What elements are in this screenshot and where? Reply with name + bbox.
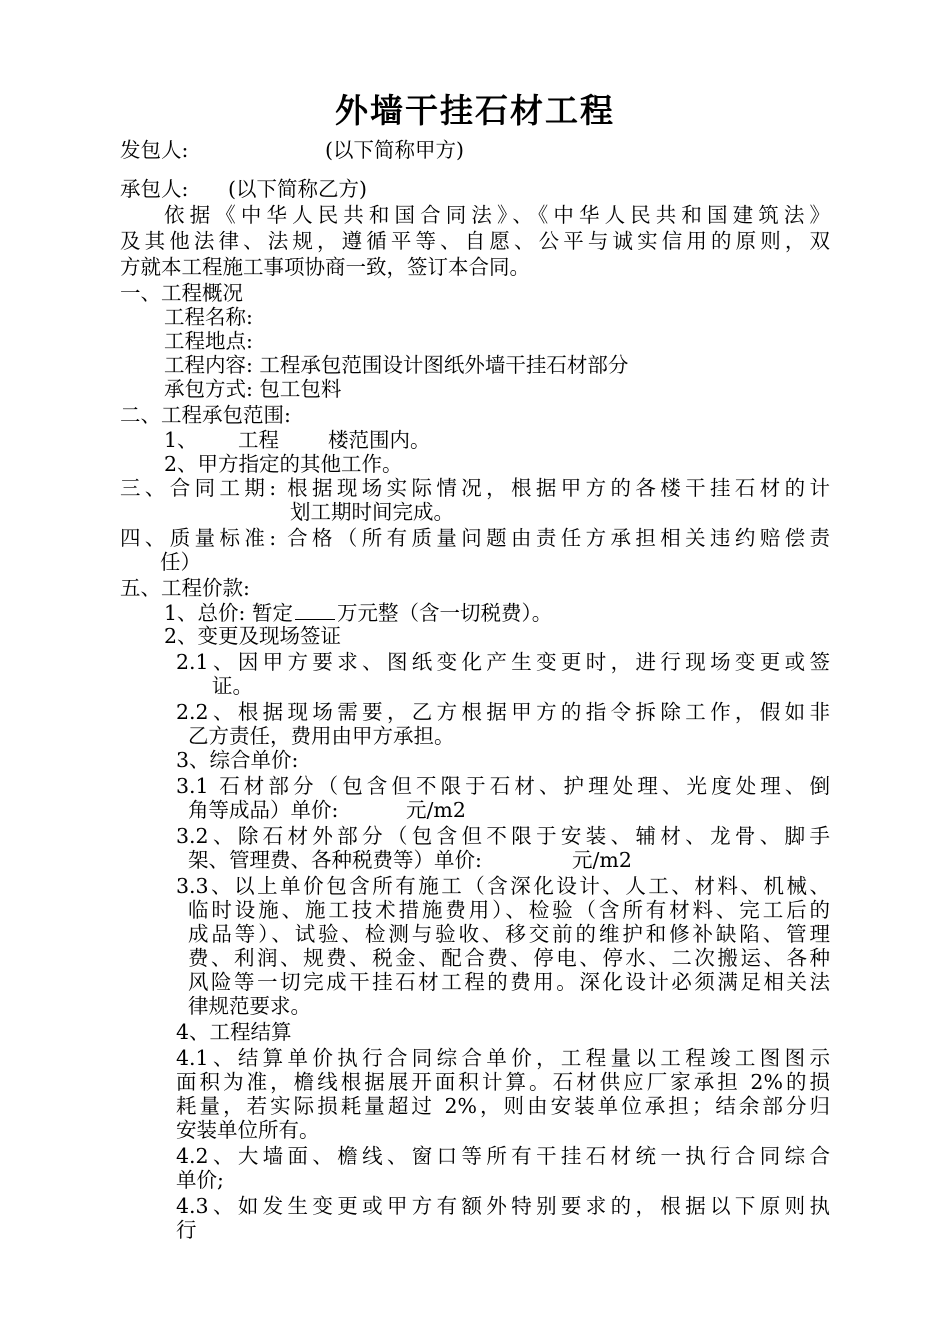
total-price-prefix: 1、总价: 暂定 <box>164 601 293 625</box>
contract-method-field: 承包方式: 包工包料 <box>164 377 342 401</box>
total-price-clause <box>164 600 552 625</box>
party-a-note: (以下简称甲方) <box>325 138 464 162</box>
scope-item: 2、甲方指定的其他工作。 <box>164 452 403 476</box>
clause-line: 费、利润、规费、税金、配合费、停电、停水、二次搬运、各种 <box>188 946 830 970</box>
clause-line: 4.3、如发生变更或甲方有额外特别要求的，根据以下原则执 <box>176 1194 830 1218</box>
quality-clause: 四、质量标准: 合格（所有质量问题由责任方承担相关违约赔偿责 <box>120 526 830 550</box>
clause-line: 临时设施、施工技术措施费用）、检验（含所有材料、完工后的 <box>188 898 830 922</box>
project-name-field: 工程名称: <box>164 305 253 329</box>
clause-line: 行 <box>176 1218 197 1242</box>
clause-line: 单价; <box>176 1168 224 1192</box>
clause-line: 风险等一切完成干挂石材工程的费用。深化设计必须满足相关法 <box>188 970 830 994</box>
clause-line: 耗量，若实际损耗量超过 2%，则由安装单位承担；结余部分归 <box>176 1094 830 1118</box>
clause-line: 律规范要求。 <box>188 994 311 1018</box>
clause-line: 2.1、因甲方要求、图纸变化产生变更时，进行现场变更或签 <box>176 650 830 674</box>
quality-clause: 任） <box>160 550 201 574</box>
clause-line: 2.2、根据现场需要，乙方根据甲方的指令拆除工作，假如非 <box>176 700 830 724</box>
clause-line: 3.3、以上单价包含所有施工（含深化设计、人工、材料、机械、 <box>176 874 830 898</box>
clause-line: 3.2、除石材外部分（包含但不限于安装、辅材、龙骨、脚手 <box>176 824 830 848</box>
amount-blank <box>295 600 335 620</box>
section-heading: 二、工程承包范围: <box>120 403 291 427</box>
clause-line: 架、管理费、各种税费等）单价: <box>188 848 482 872</box>
scope-item-text: 楼范围内。 <box>328 428 431 452</box>
clause-line: 角等成品）单价: <box>188 798 339 822</box>
section-heading: 五、工程价款: <box>120 576 250 600</box>
preamble-line: 及其他法律、法规，遵循平等、自愿、公平与诚实信用的原则，双 <box>120 229 830 253</box>
scope-item-number: 1、 <box>164 428 198 452</box>
unit-label: 元/m2 <box>406 798 466 822</box>
duration-clause: 三、合同工期: 根据现场实际情况，根据甲方的各楼干挂石材的计 <box>120 476 830 500</box>
total-price-suffix: 万元整（含一切税费）。 <box>336 601 553 625</box>
preamble-line: 方就本工程施工事项协商一致，签订本合同。 <box>120 255 530 279</box>
subsection-heading: 2、变更及现场签证 <box>164 624 342 648</box>
party-a-label: 发包人: <box>120 138 189 162</box>
clause-line: 安装单位所有。 <box>176 1118 320 1142</box>
subsection-heading: 3、综合单价: <box>176 748 299 772</box>
party-b-note: (以下简称乙方) <box>228 177 367 201</box>
clause-line: 成品等）、试验、检测与验收、移交前的维护和修补缺陷、管理 <box>188 922 830 946</box>
clause-line: 4.1、结算单价执行合同综合单价，工程量以工程竣工图图示 <box>176 1046 830 1070</box>
clause-line: 面积为准，檐线根据展开面积计算。石材供应厂家承担 2%的损 <box>176 1070 830 1094</box>
unit-label: 元/m2 <box>572 848 632 872</box>
clause-line: 证。 <box>212 674 253 698</box>
subsection-heading: 4、工程结算 <box>176 1020 292 1044</box>
clause-line: 乙方责任，费用由甲方承担。 <box>188 724 455 748</box>
party-b-label: 承包人: <box>120 177 189 201</box>
duration-clause: 划工期时间完成。 <box>290 500 454 524</box>
clause-line: 3.1 石材部分（包含但不限于石材、护理处理、光度处理、倒 <box>176 774 830 798</box>
preamble-line: 依据《中华人民共和国合同法》、《中华人民共和国建筑法》 <box>164 203 830 227</box>
section-heading: 一、工程概况 <box>120 281 243 305</box>
scope-item-text: 工程 <box>238 428 279 452</box>
document-title: 外墙干挂石材工程 <box>335 91 615 130</box>
project-content-field: 工程内容: 工程承包范围设计图纸外墙干挂石材部分 <box>164 353 629 377</box>
clause-line: 4.2、大墙面、檐线、窗口等所有干挂石材统一执行合同综合 <box>176 1144 830 1168</box>
project-location-field: 工程地点: <box>164 329 253 353</box>
